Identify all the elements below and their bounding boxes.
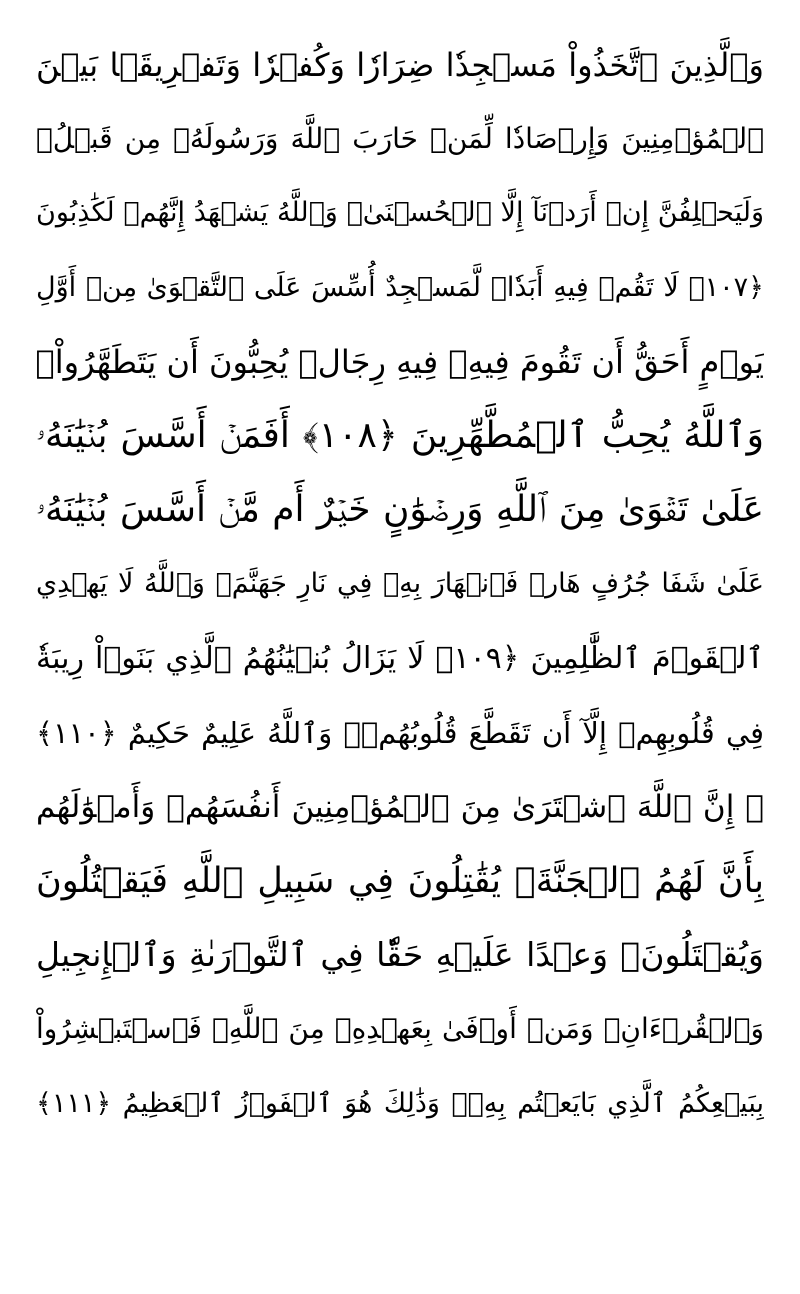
text-line-2: ٱلۡمُؤۡمِنِينَ وَإِرۡصَادٗا لِّمَنۡ حَارَبَ ٱللَّهَ وَرَسُولَهُۥ مِن قَبۡلُۚ [36, 122, 764, 156]
text-line-3: وَلَيَحۡلِفُنَّ إِنۡ أَرَدۡنَآ إِلَّا ٱلۡحُسۡنَىٰۖ وَٱللَّهُ يَشۡهَدُ إِنَّهُمۡ لَكَٰذِبُونَ [36, 197, 764, 229]
text-line-7: عَلَىٰ تَقۡوَىٰ مِنَ ٱللَّهِ وَرِضۡوَٰنٍ خَيۡرٌ أَم مَّنۡ أَسَّسَ بُنۡيَٰنَهُۥ [36, 489, 764, 531]
text-line-6: وَٱللَّهُ يُحِبُّ ٱلۡمُطَّهِّرِينَ ﴿١٠٨﴾ أَفَمَنۡ أَسَّسَ بُنۡيَٰنَهُۥ [36, 414, 764, 456]
text-line-4: ﴿١٠٧﴾ لَا تَقُمۡ فِيهِ أَبَدٗاۚ لَّمَسۡجِدٌ أُسِّسَ عَلَى ٱلتَّقۡوَىٰ مِنۡ أَوَّلِ [36, 271, 764, 303]
text-line-1: وَٱلَّذِينَ ٱتَّخَذُواْ مَسۡجِدٗا ضِرَارٗا وَكُفۡرٗا وَتَفۡرِيقَۢا بَيۡنَ [36, 46, 764, 84]
text-line-11: ۞ إِنَّ ٱللَّهَ ٱشۡتَرَىٰ مِنَ ٱلۡمُؤۡمِنِينَ أَنفُسَهُمۡ وَأَمۡوَٰلَهُم [36, 788, 764, 825]
text-line-10: فِي قُلُوبِهِمۡ إِلَّآ أَن تَقَطَّعَ قُلُوبُهُمۡۗ وَٱللَّهُ عَلِيمٌ حَكِيمٌ ﴿١١٠﴾ [36, 715, 764, 750]
verse-lines [36, 28, 764, 1141]
text-line-8: عَلَىٰ شَفَا جُرُفٍ هَارٖ فَٱنۡهَارَ بِهِۦ فِي نَارِ جَهَنَّمَۗ وَٱللَّهُ لَا يَهۡدِي [36, 568, 764, 600]
text-line-12: بِأَنَّ لَهُمُ ٱلۡجَنَّةَۚ يُقَٰتِلُونَ فِي سَبِيلِ ٱللَّهِ فَيَقۡتُلُونَ [36, 861, 764, 902]
text-line-5: يَوۡمٍ أَحَقُّ أَن تَقُومَ فِيهِۚ فِيهِ رِجَالٞ يُحِبُّونَ أَن يَتَطَهَّرُواْۚ [36, 342, 764, 381]
text-line-9: ٱلۡقَوۡمَ ٱلظَّٰلِمِينَ ﴿١٠٩﴾ لَا يَزَالُ بُنۡيَٰنُهُمُ ٱلَّذِي بَنَوۡاْ رِيبَةٗ [36, 640, 764, 676]
text-line-15: بِبَيۡعِكُمُ ٱلَّذِي بَايَعۡتُم بِهِۦۚ وَذَٰلِكَ هُوَ ٱلۡفَوۡزُ ٱلۡعَظِيمُ ﴿١١١﴾ [36, 1087, 764, 1119]
text-line-14: وَٱلۡقُرۡءَانِۚ وَمَنۡ أَوۡفَىٰ بِعَهۡدِهِۦ مِنَ ٱللَّهِۚ فَٱسۡتَبۡشِرُواْ [36, 1012, 764, 1046]
text-line-13: وَيُقۡتَلُونَۖ وَعۡدًا عَلَيۡهِ حَقّٗا فِي ٱلتَّوۡرَىٰةِ وَٱلۡإِنجِيلِ [36, 935, 764, 975]
